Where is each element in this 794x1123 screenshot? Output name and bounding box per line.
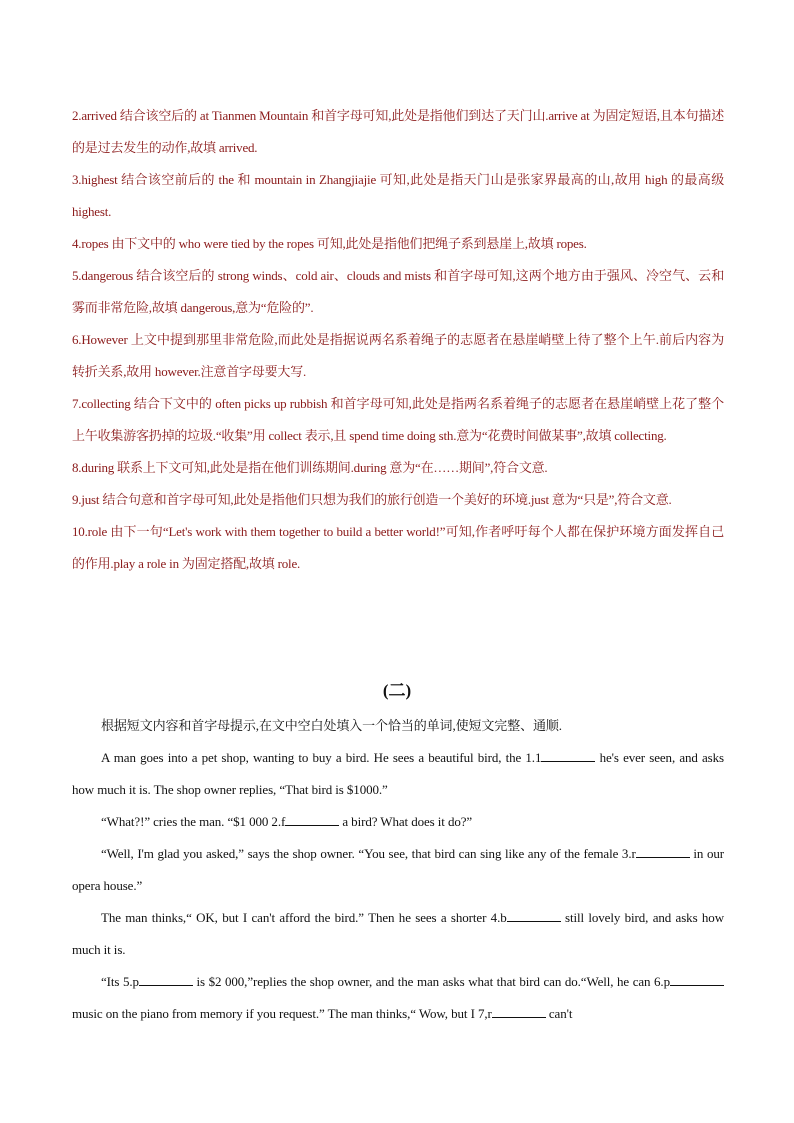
passage-text: “Well, I'm glad you asked,” says the shop owner. “You see, that bird can sing like any of the female 3.r — [101, 846, 636, 861]
answer-item: 2.arrived 结合该空后的 at Tianmen Mountain 和首字母可知,此处是指他们到达了天门山.arrive at 为固定短语,且本句描述的是过去发生的动作,故填 arrived. — [72, 108, 724, 155]
answer-explanations — [72, 100, 724, 580]
passage-text: music on the piano from memory if you request.” The man thinks,“ Wow, but I 7,r — [72, 1006, 492, 1021]
instruction: 根据短文内容和首字母提示,在文中空白处填入一个恰当的单词,使短文完整、通顺. — [101, 718, 562, 733]
answer-item: 3.highest 结合该空前后的 the 和 mountain in Zhangjiajie 可知,此处是指天门山是张家界最高的山,故用 high 的最高级 highest. — [72, 172, 724, 219]
passage-text: “What?!” cries the man. “$1 000 2.f — [101, 814, 286, 829]
answer-blank[interactable] — [670, 973, 724, 986]
cloze-passage — [72, 710, 724, 1030]
passage-text: The man thinks,“ OK, but I can't afford the bird.” Then he sees a shorter 4.b — [101, 910, 507, 925]
passage-paragraph — [72, 838, 724, 902]
answer-blank[interactable] — [541, 749, 595, 762]
passage-text: is $2 000,”replies the shop owner, and the man asks what that bird can do.“Well, he can 6.p — [192, 974, 670, 989]
passage-text: a bird? What does it do?” — [339, 814, 473, 829]
answer-blank[interactable] — [285, 813, 339, 826]
answer-item: 6.However 上文中提到那里非常危险,而此处是指据说两名系着绳子的志愿者在悬崖峭壁上待了整个上午.前后内容为转折关系,故用 however.注意首字母要大写. — [72, 332, 724, 379]
passage-paragraph — [72, 902, 724, 966]
section-title: (二) — [382, 681, 412, 700]
passage-text: can't — [545, 1006, 573, 1021]
passage-paragraph — [72, 966, 724, 1030]
answer-blank[interactable] — [507, 909, 561, 922]
passage-text: A man goes into a pet shop, wanting to buy a bird. He sees a beautiful bird, the 1.1 — [101, 750, 542, 765]
answer-blank[interactable] — [492, 1005, 546, 1018]
answer-blank[interactable] — [636, 845, 690, 858]
answer-item: 10.role 由下一句“Let's work with them together to build a better world!”可知,作者呼吁每个人都在保护环境方面发挥自己的作用.play a role in 为固定搭配,故填 role. — [72, 524, 724, 571]
passage-text: he's ever seen, and asks how much it is. The shop owner replies, “That bird is $1000.” — [72, 750, 724, 797]
passage-text: in our opera house.” — [72, 846, 724, 893]
answer-item: 7.collecting 结合下文中的 often picks up rubbish 和首字母可知,此处是指两名系着绳子的志愿者在悬崖峭壁上花了整个上午收集游客扔掉的垃圾.“收集”用 collect 表示,且 spend time doing sth.意为“花费时间做某事”,故填 collecting. — [72, 396, 724, 443]
passage-text: “Its 5.p — [101, 974, 139, 989]
answer-item: 5.dangerous 结合该空后的 strong winds、cold air、clouds and mists 和首字母可知,这两个地方由于强风、冷空气、云和雾而非常危险,故填 dangerous,意为“危险的”. — [72, 268, 724, 315]
answer-item: 9.just 结合句意和首字母可知,此处是指他们只想为我们的旅行创造一个美好的环境.just 意为“只是”,符合文意. — [72, 492, 672, 507]
passage-paragraph — [72, 806, 724, 838]
answer-blank[interactable] — [139, 973, 193, 986]
passage-paragraph — [72, 742, 724, 806]
answer-item: 8.during 联系上下文可知,此处是指在他们训练期间.during 意为“在……期间”,符合文意. — [72, 460, 548, 475]
answer-item: 4.ropes 由下文中的 who were tied by the ropes 可知,此处是指他们把绳子系到悬崖上,故填 ropes. — [72, 236, 587, 251]
passage-text: still lovely bird, and asks how much it is. — [72, 910, 724, 957]
